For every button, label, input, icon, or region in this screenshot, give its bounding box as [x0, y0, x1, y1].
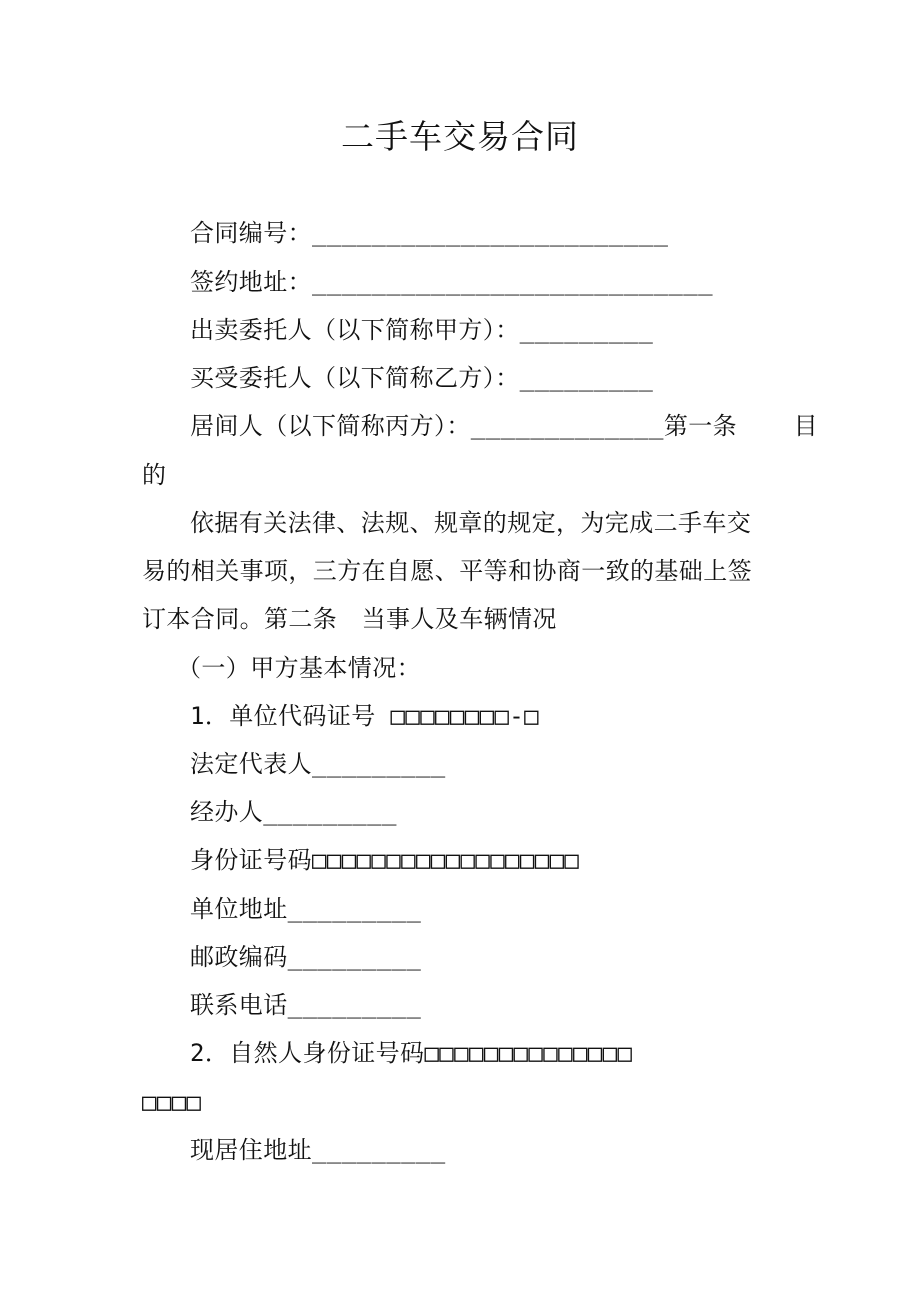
- phone-line: 联系电话_________: [190, 991, 422, 1019]
- purpose-paragraph-line-2: 易的相关事项，三方在自愿、平等和协商一致的基础上签: [142, 557, 752, 585]
- purpose-paragraph-line-1: 依据有关法律、法规、规章的规定，为完成二手车交: [190, 509, 752, 537]
- natural-person-id-continuation: □□□□: [142, 1088, 202, 1116]
- buyer-line: 买受委托人（以下简称乙方）：_________: [190, 364, 654, 392]
- broker-line: [190, 409, 818, 443]
- legal-representative-line: 法定代表人_________: [190, 750, 446, 778]
- id-number-line: 身份证号码□□□□□□□□□□□□□□□□□□: [190, 846, 580, 874]
- residence-address-line: 现居住地址_________: [190, 1136, 446, 1164]
- document-title: 二手车交易合同: [341, 117, 579, 156]
- natural-person-id-line: 2．自然人身份证号码□□□□□□□□□□□□□□: [190, 1039, 633, 1067]
- broker-text: 居间人（以下简称丙方）：_____________第一条: [190, 412, 738, 440]
- party-a-heading: （一）甲方基本情况：: [177, 654, 421, 682]
- article-one-title-end: 的: [142, 461, 167, 489]
- article-one-title-start: 目: [793, 412, 818, 440]
- purpose-paragraph-line-3: 订本合同。第二条 当事人及车辆情况: [142, 605, 557, 633]
- agent-line: 经办人_________: [190, 798, 397, 826]
- org-address-line: 单位地址_________: [190, 895, 422, 923]
- contract-number-line: 合同编号：________________________: [190, 219, 669, 247]
- seller-line: 出卖委托人（以下简称甲方）：_________: [190, 316, 654, 344]
- sign-place-line: 签约地址：___________________________: [190, 268, 713, 296]
- postcode-line: 邮政编码_________: [190, 943, 422, 971]
- org-code-line: 1．单位代码证号 □□□□□□□□-□: [190, 702, 539, 730]
